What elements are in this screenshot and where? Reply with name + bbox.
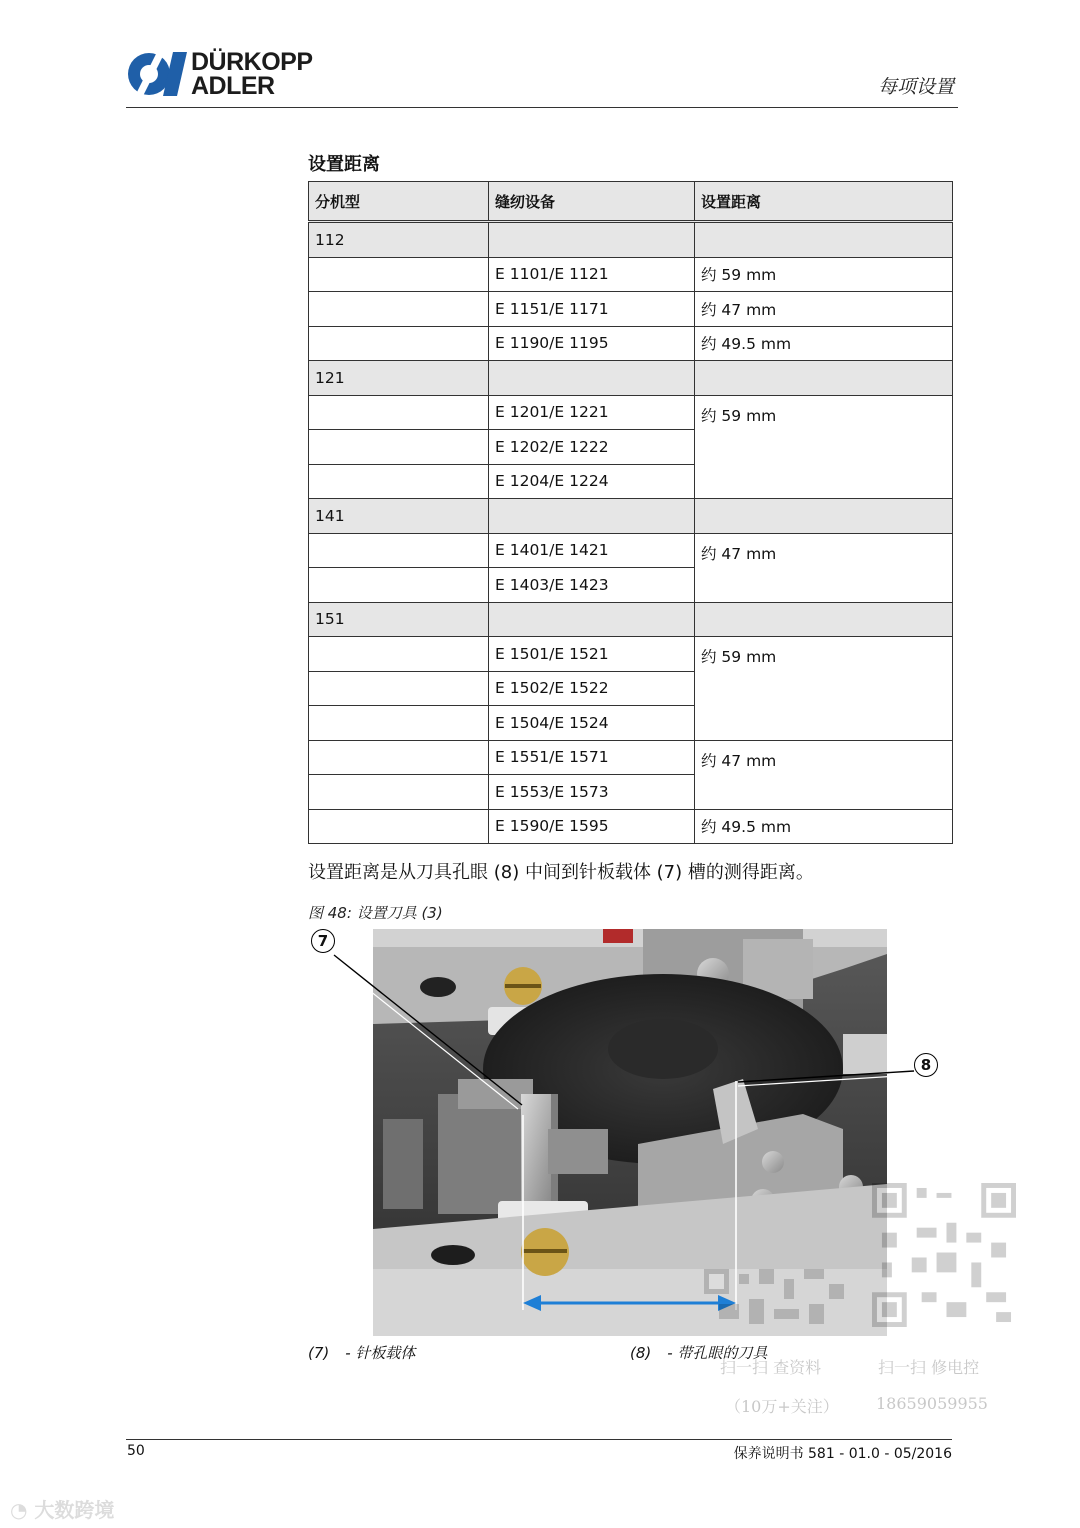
table-caption: 设置距离	[308, 154, 380, 175]
header-divider	[126, 107, 958, 108]
table-row	[309, 533, 953, 568]
distance-cell: 约 49.5 mm	[695, 326, 953, 361]
callout-8: 8	[914, 1053, 938, 1077]
legend-number: (7)	[308, 1344, 330, 1362]
watermark-text: 扫一扫 查资料	[720, 1358, 822, 1377]
table-row	[309, 395, 953, 430]
group-label: 141	[309, 499, 489, 534]
watermark-text: 扫一扫 修电控	[878, 1358, 980, 1377]
distance-cell: 约 49.5 mm	[695, 809, 953, 844]
col-header-subclass: 分机型	[309, 182, 489, 222]
footer-divider	[126, 1439, 952, 1440]
table-row	[309, 257, 953, 292]
distance-cell: 约 59 mm	[695, 395, 953, 499]
device-cell: E 1590/E 1595	[489, 809, 695, 844]
figure-caption: 图 48: 设置刀具 (3)	[308, 904, 443, 922]
group-row	[309, 222, 953, 258]
qr-code-icon	[872, 1183, 1016, 1327]
distance-cell: 约 47 mm	[695, 533, 953, 602]
distance-cell: 约 47 mm	[695, 740, 953, 809]
device-cell: E 1504/E 1524	[489, 706, 695, 741]
device-cell: E 1101/E 1121	[489, 257, 695, 292]
device-cell: E 1551/E 1571	[489, 740, 695, 775]
legend-number: (8)	[630, 1344, 652, 1362]
table-header-row	[309, 182, 953, 222]
distance-cell: 约 59 mm	[695, 257, 953, 292]
device-cell: E 1202/E 1222	[489, 430, 695, 465]
device-cell: E 1502/E 1522	[489, 671, 695, 706]
group-row	[309, 602, 953, 637]
table-row	[309, 740, 953, 775]
watermark-text: 18659059955	[876, 1394, 988, 1413]
table-row	[309, 292, 953, 327]
watermark-brand-text: 大数跨境	[34, 1498, 115, 1522]
device-cell: E 1151/E 1171	[489, 292, 695, 327]
legend-text: - 针板载体	[345, 1344, 416, 1362]
distance-cell: 约 59 mm	[695, 637, 953, 741]
group-label: 112	[309, 222, 489, 258]
section-title: 每项设置	[877, 76, 954, 98]
weibo-icon: ◔	[10, 1498, 28, 1522]
description-text: 设置距离是从刀具孔眼 (8) 中间到针板载体 (7) 槽的测得距离。	[308, 862, 814, 883]
legend-text: - 带孔眼的刀具	[667, 1344, 768, 1362]
brand-mark-icon	[127, 50, 187, 98]
settings-table	[308, 181, 953, 844]
device-cell: E 1190/E 1195	[489, 326, 695, 361]
brand-logo	[127, 50, 327, 100]
page-number: 50	[127, 1443, 145, 1459]
qr-code-icon	[704, 1268, 854, 1330]
legend-item-7	[308, 1342, 415, 1363]
group-row	[309, 499, 953, 534]
device-cell: E 1403/E 1423	[489, 568, 695, 603]
group-label: 121	[309, 361, 489, 396]
group-label: 151	[309, 602, 489, 637]
brand-name-line2: ADLER	[191, 72, 275, 100]
group-row	[309, 361, 953, 396]
watermark-text: （10万+关注）	[725, 1397, 839, 1416]
callout-overlay	[300, 925, 960, 1345]
distance-cell: 约 47 mm	[695, 292, 953, 327]
table-row	[309, 637, 953, 672]
device-cell: E 1204/E 1224	[489, 464, 695, 499]
device-cell: E 1401/E 1421	[489, 533, 695, 568]
device-cell: E 1553/E 1573	[489, 775, 695, 810]
device-cell: E 1501/E 1521	[489, 637, 695, 672]
callout-7: 7	[311, 929, 335, 953]
table-row	[309, 809, 953, 844]
col-header-distance: 设置距离	[695, 182, 953, 222]
device-cell: E 1201/E 1221	[489, 395, 695, 430]
col-header-device: 缝纫设备	[489, 182, 695, 222]
document-reference: 保养说明书 581 - 01.0 - 05/2016	[733, 1446, 952, 1462]
table-row	[309, 326, 953, 361]
watermark-brand	[10, 1494, 114, 1523]
brand-name-line1: DÜRKOPP	[191, 48, 313, 76]
